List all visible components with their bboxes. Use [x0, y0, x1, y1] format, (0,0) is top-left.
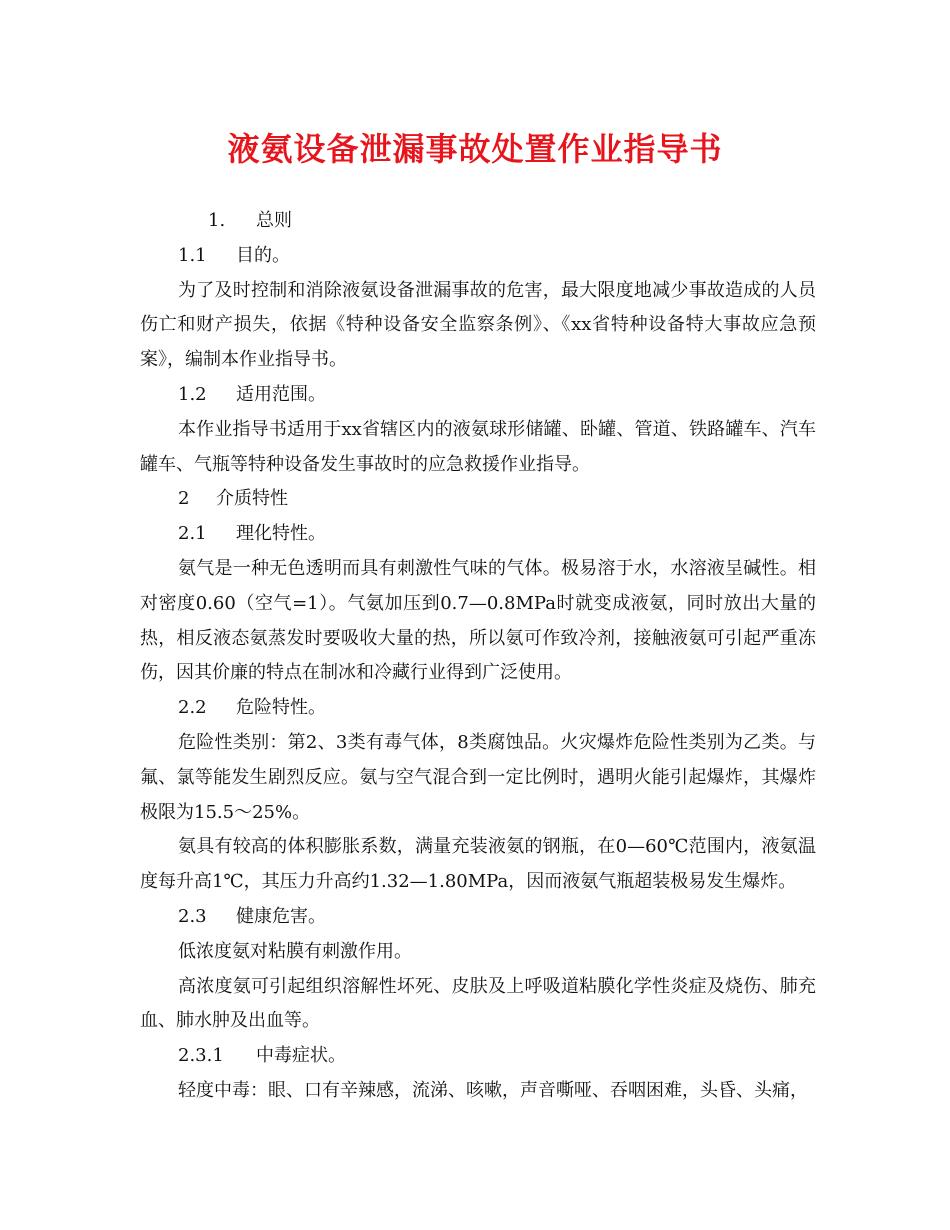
- section-number: 2.2: [178, 697, 207, 719]
- document-title: 液氨设备泄漏事故处置作业指导书: [227, 130, 723, 168]
- paragraph: 低浓度氨对粘膜有刺激作用。: [178, 940, 412, 962]
- paragraph: 高浓度氨可引起组织溶解性坏死、皮肤及上呼吸道粘膜化学性炎症及烧伤、肺充血、肺水肿及出血等。: [140, 975, 816, 1032]
- section-text: 适用范围。: [236, 383, 326, 405]
- document-body: [140, 204, 816, 1109]
- section-text: 目的。: [236, 244, 290, 266]
- paragraph: 本作业指导书适用于xx省辖区内的液氨球形储罐、卧罐、管道、铁路罐车、汽车罐车、气瓶等特种设备发生事故时的应急救援作业指导。: [140, 418, 816, 475]
- section-number: 2.1: [178, 523, 207, 545]
- paragraph: 为了及时控制和消除液氨设备泄漏事故的危害，最大限度地减少事故造成的人员伤亡和财产损失，依据《特种设备安全监察条例》、《xx省特种设备特大事故应急预案》，编制本作业指导书。: [140, 279, 816, 371]
- section-text: 危险特性。: [236, 697, 326, 719]
- section-text: 健康危害。: [236, 905, 326, 927]
- section-number: 1.1: [178, 244, 207, 266]
- section-number: 2.3: [178, 905, 207, 927]
- section-number: 1.: [208, 210, 226, 231]
- section-heading-1: [140, 204, 816, 239]
- paragraph: 轻度中毒：眼、口有辛辣感，流涕、咳嗽，声音嘶哑、吞咽困难，头昏、头痛，: [178, 1079, 808, 1101]
- section-heading-2-3-1: [140, 1039, 816, 1074]
- paragraph: 危险性类别：第2、3类有毒气体，8类腐蚀品。火灾爆炸危险性类别为乙类。与氟、氯等能发生剧烈反应。氨与空气混合到一定比例时，遇明火能引起爆炸，其爆炸极限为15.5～25%。: [140, 731, 816, 823]
- section-number: 1.2: [178, 383, 207, 405]
- section-heading-2: [140, 482, 816, 517]
- section-text: 理化特性。: [236, 523, 326, 545]
- section-number: 2: [178, 488, 190, 510]
- paragraph: 氨具有较高的体积膨胀系数，满量充装液氨的钢瓶，在0—60℃范围内，液氨温度每升高1℃，其压力升高约1.32—1.80MPa，因而液氨气瓶超装极易发生爆炸。: [140, 836, 816, 893]
- section-number: 2.3.1: [178, 1045, 224, 1067]
- section-heading-1-2: [140, 378, 816, 413]
- section-text: 总则: [256, 210, 292, 231]
- section-heading-2-1: [140, 517, 816, 552]
- section-heading-2-3: [140, 900, 816, 935]
- section-text: 中毒症状。: [256, 1045, 346, 1067]
- section-text: 介质特性: [216, 488, 288, 510]
- section-heading-2-2: [140, 691, 816, 726]
- paragraph: 氨气是一种无色透明而具有刺激性气味的气体。极易溶于水，水溶液呈碱性。相对密度0.60（空气=1）。气氨加压到0.7—0.8MPa时就变成液氨，同时放出大量的热，相反液态氨蒸发时要吸收大量的热，所以氨可作致冷剂，接触液氨可引起严重冻伤，因其价廉的特点在制冰和冷藏行业得到广泛使用。: [140, 557, 816, 684]
- section-heading-1-1: [140, 239, 816, 274]
